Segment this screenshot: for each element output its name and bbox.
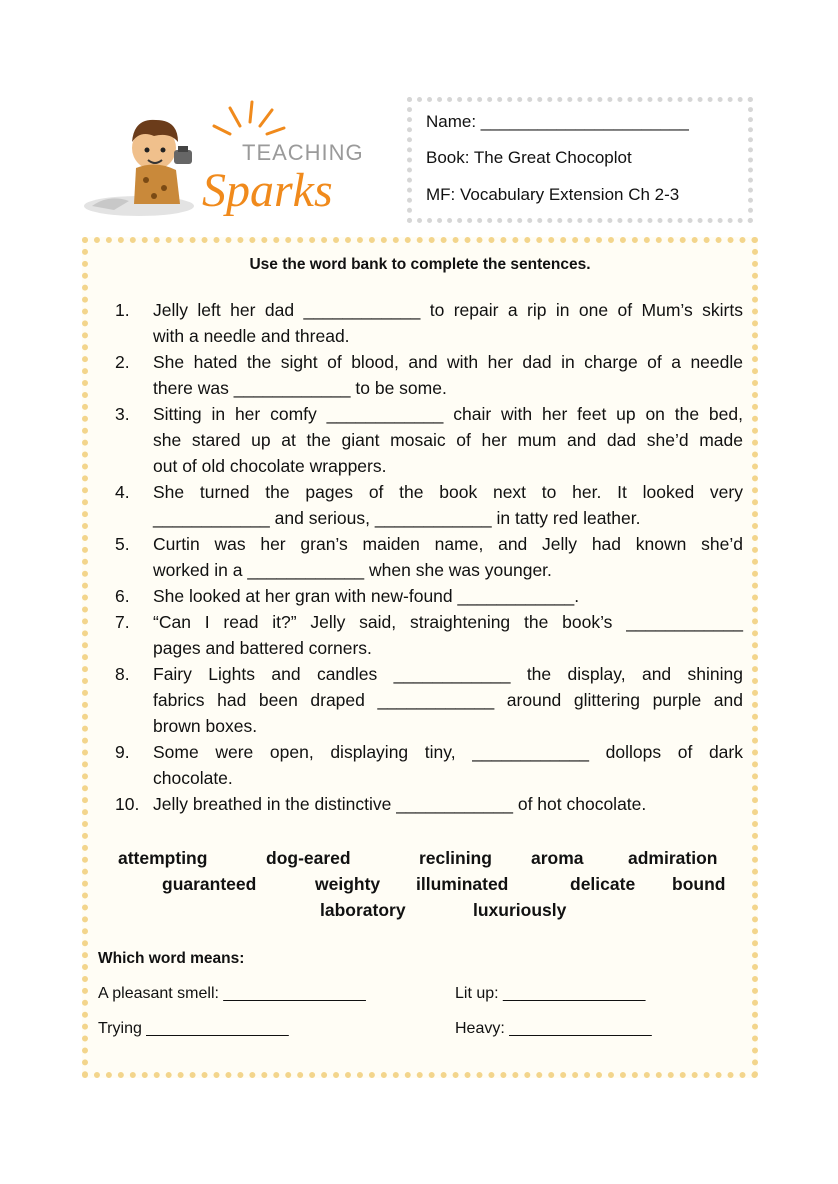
definition-lit-up[interactable]: Lit up: ________________ (455, 985, 646, 1002)
sentence-line: Curtin was her gran’s maiden name, and Jelly had known she’d (153, 534, 743, 554)
word-bank-item: guaranteed (162, 874, 257, 894)
word-bank-item: luxuriously (473, 900, 567, 920)
sentence-line: there was ____________ to be some. (153, 378, 447, 398)
sentence-line: “Can I read it?” Jelly said, straightening the book’s ____________ (153, 612, 743, 632)
sentence-number: 5. (115, 534, 130, 554)
book-title: Book: The Great Chocoplot (426, 148, 632, 167)
word-bank-item: aroma (531, 848, 584, 868)
sentence-line: Jelly left her dad ____________ to repair a rip in one of Mum’s skirts (153, 300, 743, 320)
sentence-line: with a needle and thread. (153, 326, 350, 346)
student-info-box (407, 97, 753, 223)
sentence-7 (115, 609, 743, 661)
word-bank-item: weighty (315, 874, 381, 894)
svg-text:TEACHING: TEACHING (242, 140, 364, 165)
sentence-line: worked in a ____________ when she was younger. (153, 560, 552, 580)
definition-heavy[interactable]: Heavy: ________________ (455, 1020, 652, 1037)
sentence-line: ____________ and serious, ____________ in tatty red leather. (153, 508, 641, 528)
sentence-number: 1. (115, 300, 130, 320)
sentence-9 (115, 739, 743, 791)
sentence-line: Fairy Lights and candles ____________ the display, and shining (153, 664, 743, 684)
sentence-line: Some were open, displaying tiny, ____________ dollops of dark (153, 742, 743, 762)
sentence-10 (115, 791, 743, 817)
sentence-line: fabrics had been draped ____________ around glittering purple and (153, 690, 743, 710)
sentence-1 (115, 297, 743, 349)
sentence-number: 9. (115, 742, 130, 762)
word-bank-item: attempting (118, 848, 208, 868)
definition-pleasant-smell[interactable]: A pleasant smell: ________________ (98, 985, 366, 1002)
sentence-number: 6. (115, 586, 130, 606)
sentence-line: She turned the pages of the book next to her. It looked very (153, 482, 743, 502)
word-bank-item: illuminated (416, 874, 509, 894)
sentence-line: She looked at her gran with new-found ____________. (153, 586, 580, 606)
sentence-line: Sitting in her comfy ____________ chair with her feet up on the bed, (153, 404, 743, 424)
logo-graphic (84, 98, 394, 223)
word-bank-item: admiration (628, 848, 718, 868)
word-bank-item: bound (672, 874, 726, 894)
sentence-line: brown boxes. (153, 716, 258, 736)
teaching-sparks-logo (84, 98, 394, 223)
sentence-number: 2. (115, 352, 130, 372)
sentence-line: out of old chocolate wrappers. (153, 456, 387, 476)
word-bank-item: dog-eared (266, 848, 351, 868)
which-word-means-title: Which word means: (98, 950, 245, 967)
sentence-number: 3. (115, 404, 130, 424)
sentence-6 (115, 583, 743, 609)
sentence-line: chocolate. (153, 768, 233, 788)
sentence-number: 4. (115, 482, 130, 502)
sentence-list (115, 297, 743, 817)
sentence-number: 8. (115, 664, 130, 684)
name-field[interactable]: Name: ______________________ (426, 112, 689, 131)
definition-trying[interactable]: Trying ________________ (98, 1020, 289, 1037)
word-bank-item: laboratory (320, 900, 406, 920)
sentence-number: 7. (115, 612, 130, 632)
sentence-line: pages and battered corners. (153, 638, 372, 658)
sentence-5 (115, 531, 743, 583)
word-bank-item: reclining (419, 848, 492, 868)
sentence-2 (115, 349, 743, 401)
svg-text:Sparks: Sparks (202, 164, 333, 217)
word-bank-item: delicate (570, 874, 636, 894)
instruction-text: Use the word bank to complete the sentences. (249, 256, 591, 273)
sentence-4 (115, 479, 743, 531)
worksheet-panel (82, 237, 758, 1078)
sentence-3 (115, 401, 743, 479)
sentence-line: Jelly breathed in the distinctive ____________ of hot chocolate. (153, 794, 647, 814)
sentence-8 (115, 661, 743, 739)
mf-title: MF: Vocabulary Extension Ch 2-3 (426, 185, 680, 204)
sentence-line: she stared up at the giant mosaic of her mum and dad she’d made (153, 430, 743, 450)
sentence-number: 10. (115, 794, 140, 814)
sentence-line: She hated the sight of blood, and with her dad in charge of a needle (153, 352, 743, 372)
